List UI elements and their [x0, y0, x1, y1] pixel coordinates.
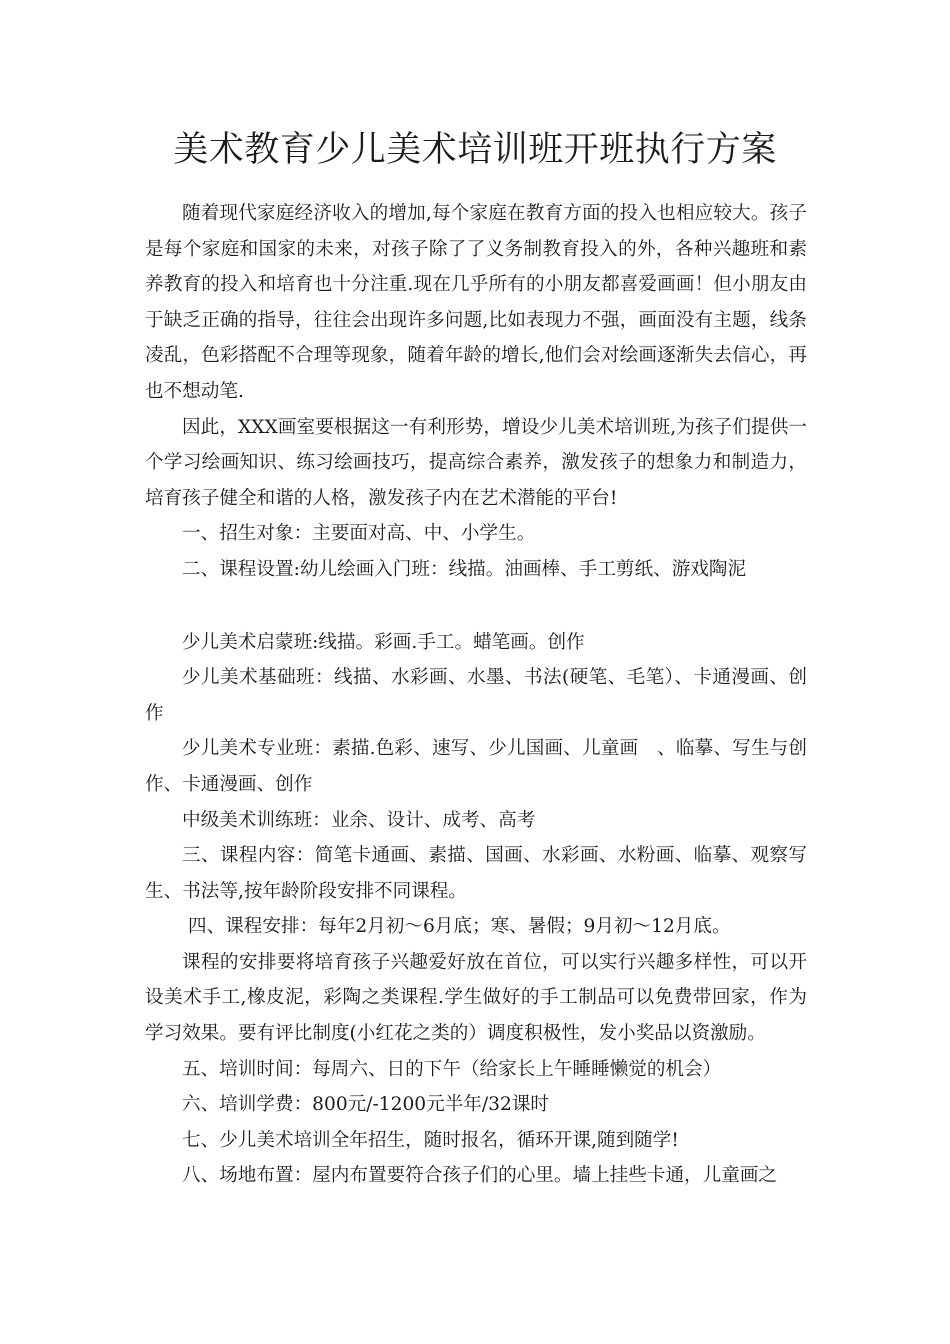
paragraph-professional-class: 少儿美术专业班：素描.色彩、速写、少儿国画、儿童画 、临摹、写生与创作、卡通漫画、创作: [145, 738, 807, 795]
paragraph-enlightenment-class: 少儿美术启蒙班:线描。彩画.手工。蜡笔画。创作: [182, 631, 585, 653]
paragraph-enrollment-target: 一、招生对象：主要面对高、中、小学生。: [182, 523, 536, 545]
paragraph-venue-layout: 八、场地布置：屋内布置要符合孩子们的心里。墙上挂些卡通，儿童画之: [182, 1165, 778, 1187]
document-body: [145, 196, 807, 1194]
paragraph-intro: 随着现代家庭经济收入的增加,每个家庭在教育方面的投入也相应较大。孩子是每个家庭和国家的未来，对孩子除了了义务制教育投入的外，各种兴趣班和素养教育的投入和培育也十分注重.现在几乎所有的小朋友都喜爱画画！但小朋友由于缺乏正确的指导，往往会出现许多问题,比如表现力不强，画面没有主题，线条凌乱，色彩搭配不合理等现象，随着年龄的增长,他们会对绘画逐渐失去信心，再也不想动笔.: [145, 203, 807, 402]
document-title: 美术教育少儿美术培训班开班执行方案: [173, 130, 777, 170]
paragraph-course-schedule: 四、课程安排：每年2月初～6月底；寒、暑假；9月初～12月底。: [188, 916, 731, 938]
paragraph-intermediate-class: 中级美术训练班：业余、设计、成考、高考: [182, 809, 536, 831]
paragraph-training-time: 五、培训时间：每周六、日的下午（给家长上午睡睡懒觉的机会）: [182, 1058, 722, 1080]
paragraph-purpose: 因此，XXX画室要根据这一有利形势，增设少儿美术培训班,为孩子们提供一个学习绘画知识、练习绘画技巧，提高综合素养，激发孩子的想象力和制造力，培育孩子健全和谐的人格，激发孩子内在艺术潜能的平台!: [145, 416, 807, 509]
paragraph-year-round-enrollment: 七、少儿美术培训全年招生，随时报名，循环开课,随到随学!: [182, 1129, 679, 1151]
paragraph-course-content: 三、课程内容：简笔卡通画、素描、国画、水彩画、水粉画、临摹、观察写生、书法等,按年龄阶段安排不同课程。: [145, 845, 807, 902]
paragraph-course-setup: 二、课程设置:幼儿绘画入门班：线描。油画棒、手工剪纸、游戏陶泥: [182, 558, 747, 580]
paragraph-tuition: 六、培训学费：800元/-1200元半年/32课时: [182, 1094, 550, 1116]
paragraph-schedule-details: 课程的安排要将培育孩子兴趣爱好放在首位，可以实行兴趣多样性，可以开设美术手工,橡皮泥，彩陶之类课程.学生做好的手工制品可以免费带回家，作为学习效果。要有评比制度(小红花之类的）调度积极性，发小奖品以资激励。: [145, 951, 807, 1045]
paragraph-basic-class: 少儿美术基础班：线描、水彩画、水墨、书法(硬笔、毛笔）、卡通漫画、创作: [145, 667, 807, 724]
